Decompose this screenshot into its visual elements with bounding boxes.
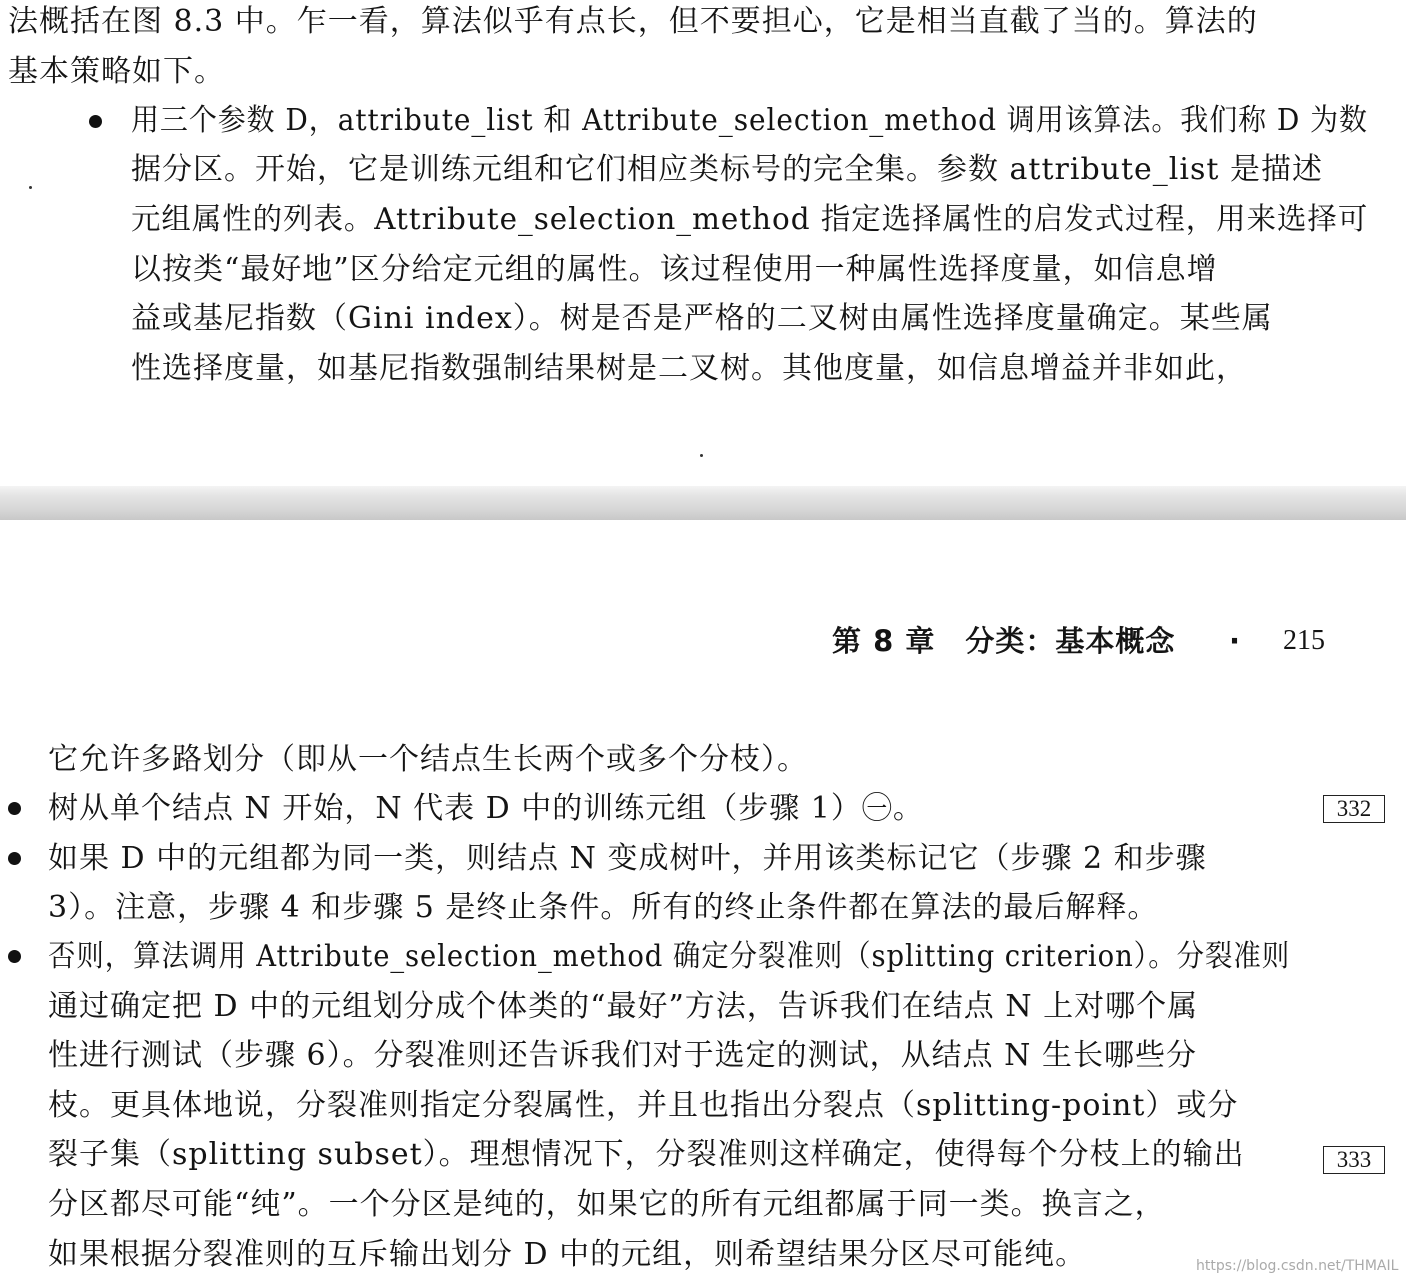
scan-speck — [29, 186, 32, 189]
text-line: 据分区。开始，它是训练元组和它们相应类标号的完全集。参数 attribute_list 是描述 — [131, 152, 1323, 187]
watermark: https://blog.csdn.net/THMAIL — [1196, 1258, 1399, 1274]
text-line: 性选择度量，如基尼指数强制结果树是二叉树。其他度量，如信息增益并非如此， — [131, 351, 1247, 386]
bullet-icon — [89, 115, 102, 128]
text-line: 它允许多路划分（即从一个结点生长两个或多个分枝）。 — [48, 742, 808, 777]
text-line: 否则，算法调用 Attribute_selection_method 确定分裂准则（splitting criterion）。分裂准则 — [48, 939, 1291, 974]
bullet-icon — [8, 950, 21, 963]
scan-speck — [700, 454, 703, 457]
text-line: 如果 D 中的元组都为同一类，则结点 N 变成树叶，并用该类标记它（步骤 2 和步骤 — [48, 841, 1207, 876]
text-line: 基本策略如下。 — [8, 54, 225, 89]
margin-page-ref: 332 — [1323, 795, 1385, 823]
text-line: 益或基尼指数（Gini index）。树是否是严格的二叉树由属性选择度量确定。某些属 — [131, 301, 1273, 336]
text-line: 以按类“最好地”区分给定元组的属性。该过程使用一种属性选择度量，如信息增 — [131, 252, 1218, 287]
text-line: 通过确定把 D 中的元组划分成个体类的“最好”方法，告诉我们在结点 N 上对哪个属 — [48, 989, 1199, 1024]
text-line: 裂子集（splitting subset）。理想情况下，分裂准则这样确定，使得每个分枝上的输出 — [48, 1137, 1245, 1172]
page-number: 215 — [1283, 625, 1325, 656]
text-line: 3）。注意，步骤 4 和步骤 5 是终止条件。所有的终止条件都在算法的最后解释。 — [48, 890, 1159, 925]
text-line: 元组属性的列表。Attribute_selection_method 指定选择属性的启发式过程，用来选择可 — [131, 202, 1369, 237]
text-line: 如果根据分裂准则的互斥输出划分 D 中的元组，则希望结果分区尽可能纯。 — [48, 1237, 1087, 1272]
text-line: 性进行测试（步骤 6）。分裂准则还告诉我们对于选定的测试，从结点 N 生长哪些分 — [48, 1038, 1197, 1073]
margin-page-ref: 333 — [1323, 1146, 1385, 1174]
text-line: 分区都尽可能“纯”。一个分区是纯的，如果它的所有元组都属于同一类。换言之， — [48, 1187, 1166, 1222]
text-line: 用三个参数 D，attribute_list 和 Attribute_selection_method 调用该算法。我们称 D 为数 — [131, 103, 1368, 138]
header-separator: · — [1229, 624, 1242, 658]
text-line: 枝。更具体地说，分裂准则指定分裂属性，并且也指出分裂点（splitting-point）或分 — [48, 1088, 1239, 1123]
text-line: 法概括在图 8.3 中。乍一看，算法似乎有点长，但不要担心，它是相当直截了当的。算法的 — [8, 4, 1258, 39]
page-separator — [0, 486, 1406, 520]
bullet-icon — [8, 802, 21, 815]
bullet-icon — [8, 852, 21, 865]
chapter-title: 第 8 章 分类：基本概念 — [832, 624, 1176, 658]
text-line: 树从单个结点 N 开始，N 代表 D 中的训练元组（步骤 1）㊀。 — [48, 791, 924, 826]
